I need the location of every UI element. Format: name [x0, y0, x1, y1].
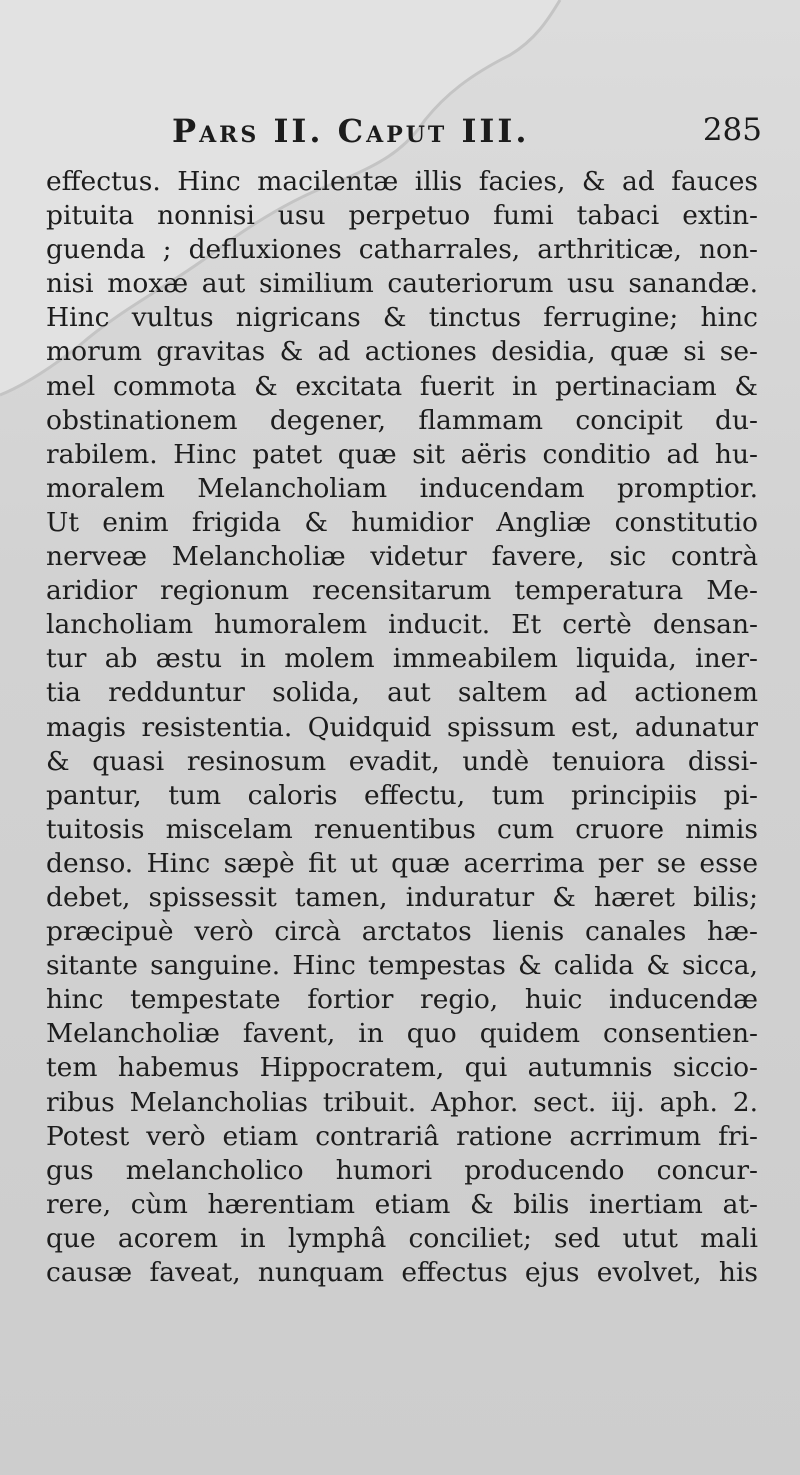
- text-line: ribus Melancholias tribuit. Aphor. sect. iij. aph. 2.: [46, 1086, 758, 1118]
- text-line: lancholiam humoralem inducit. Et certè densan-: [46, 609, 758, 641]
- text-line: pituita nonnisi usu perpetuo fumi tabaci extin-: [46, 200, 758, 232]
- text-line: mel commota & excitata fuerit in pertinaciam &: [46, 370, 758, 402]
- text-line: magis resistentia. Quidquid spissum est, adunatur: [46, 711, 758, 743]
- text-line: & quasi resinosum evadit, undè tenuiora dissi-: [46, 745, 758, 777]
- text-line: obstinationem degener, flammam concipit du-: [46, 404, 758, 436]
- text-line: denso. Hinc sæpè fit ut quæ acerrima per se esse: [46, 847, 758, 879]
- text-line: tem habemus Hippocratem, qui autumnis siccio-: [46, 1052, 758, 1084]
- text-line: Potest verò etiam contrariâ ratione acrrimum fri-: [46, 1120, 758, 1152]
- text-line: tia redduntur solida, aut saltem ad actionem: [46, 677, 758, 709]
- text-line: effectus. Hinc macilentæ illis facies, & ad fauces: [46, 166, 758, 197]
- text-line: nerveæ Melancholiæ videtur favere, sic contrà: [46, 541, 758, 573]
- page-header: [172, 112, 762, 162]
- text-line: aridior regionum recensitarum temperatura Me-: [46, 575, 758, 607]
- text-line: Hinc vultus nigricans & tinctus ferrugine; hinc: [46, 302, 758, 334]
- text-line: Melancholiæ favent, in quo quidem consentien-: [46, 1018, 758, 1050]
- text-line: nisi moxæ aut similium cauteriorum usu sanandæ.: [46, 268, 758, 300]
- running-title: Pars II. Caput III.: [172, 112, 530, 150]
- body-text: [46, 165, 758, 1290]
- text-line: pantur, tum caloris effectu, tum principiis pi-: [46, 779, 758, 811]
- text-line: rabilem. Hinc patet quæ sit aëris conditio ad hu-: [46, 438, 758, 470]
- page-number: 285: [702, 112, 762, 148]
- text-line: Ut enim frigida & humidior Angliæ constitutio: [46, 506, 758, 538]
- text-line: gus melancholico humori producendo concur-: [46, 1154, 758, 1186]
- text-line: morum gravitas & ad actiones desidia, quæ si se-: [46, 336, 758, 368]
- text-line: rere, cùm hærentiam etiam & bilis inertiam at-: [46, 1188, 758, 1220]
- text-line: sitante sanguine. Hinc tempestas & calida & sicca,: [46, 950, 758, 982]
- text-line: tuitosis miscelam renuentibus cum cruore nimis: [46, 813, 758, 845]
- text-line: guenda ; defluxiones catharrales, arthriticæ, non-: [46, 234, 758, 266]
- text-line: præcipuè verò circà arctatos lienis canales hæ-: [46, 916, 758, 948]
- text-line: hinc tempestate fortior regio, huic inducendæ: [46, 984, 758, 1016]
- text-line: tur ab æstu in molem immeabilem liquida, iner-: [46, 643, 758, 675]
- text-line: causæ faveat, nunquam effectus ejus evolvet, his: [46, 1257, 758, 1288]
- text-line: debet, spissessit tamen, induratur & hæret bilis;: [46, 881, 758, 913]
- text-line: que acorem in lymphâ conciliet; sed utut mali: [46, 1222, 758, 1254]
- text-line: moralem Melancholiam inducendam promptior.: [46, 472, 758, 504]
